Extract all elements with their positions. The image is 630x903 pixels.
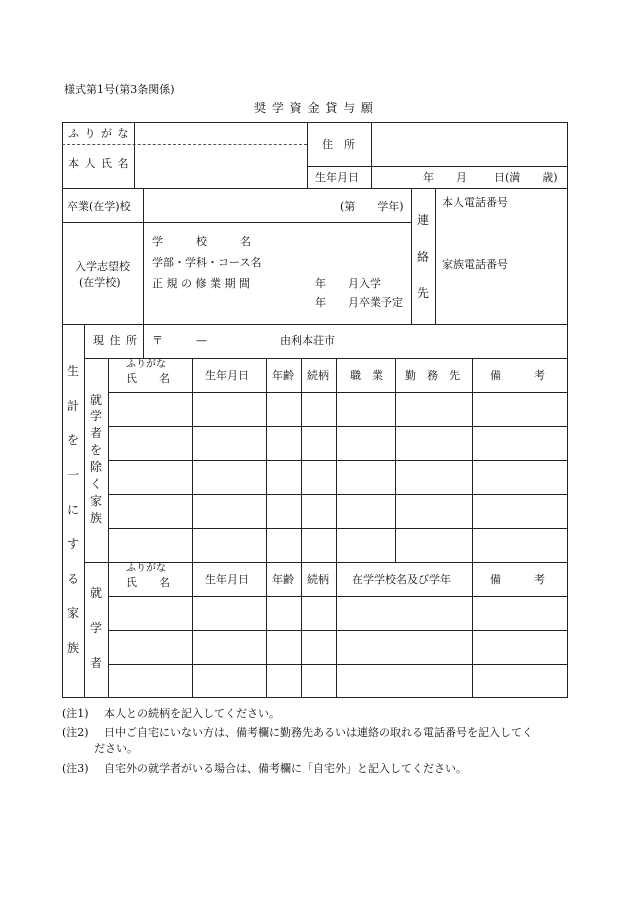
desired-school-label: 入学志望校 <box>75 260 130 273</box>
col-furigana: ふりがな <box>126 359 166 370</box>
current-address-label: 現 住 所 <box>93 334 138 347</box>
student-col-name: 氏 名 <box>126 576 170 589</box>
study-period-label: 正 規 の 修 業 期 間 <box>152 277 250 290</box>
col-birthdate: 生年月日 <box>205 369 249 382</box>
household-side-char-1: 生 <box>66 364 79 378</box>
col-age: 年齢 <box>272 369 294 382</box>
non-student-char-4: を <box>89 443 102 457</box>
non-student-char-8: 族 <box>89 511 102 525</box>
note-3-label: (注3) <box>62 762 89 775</box>
postal-dash: — <box>196 334 207 347</box>
student-char-1: 就 <box>89 586 102 600</box>
non-student-char-3: 者 <box>89 426 102 440</box>
col-occupation: 職 業 <box>350 369 383 382</box>
household-side-char-6: す <box>66 537 79 551</box>
graduated-school-label: 卒業(在学)校 <box>67 200 131 213</box>
applicant-name-label: 本 人 氏 名 <box>68 157 130 170</box>
household-side-char-9: 族 <box>66 641 79 655</box>
non-student-char-6: く <box>89 477 102 491</box>
non-student-char-1: 就 <box>89 393 102 407</box>
student-char-2: 学 <box>89 621 102 635</box>
form-number-label: 様式第1号(第3条関係) <box>64 83 175 96</box>
page-title: 奨 学 資 金 貸 与 願 <box>254 101 374 115</box>
city-label: 由利本荘市 <box>280 334 335 347</box>
contact-char-3: 先 <box>416 286 429 300</box>
note-2-text: 日中ご自宅にいない方は、備考欄に勤務先あるいは連絡の取れる電話番号を記入してく <box>104 726 533 739</box>
household-side-char-2: 計 <box>66 399 79 413</box>
birthdate-label: 生年月日 <box>315 171 359 184</box>
phone-self-label: 本人電話番号 <box>442 196 508 209</box>
student-char-3: 者 <box>89 656 102 670</box>
current-school-label: (在学校) <box>79 276 121 289</box>
non-student-char-7: 家 <box>89 494 102 508</box>
note-2-label: (注2) <box>62 726 89 739</box>
furigana-label: ふ り が な <box>68 127 130 140</box>
address-label: 住 所 <box>322 138 355 151</box>
student-col-age: 年齢 <box>272 573 294 586</box>
faculty-label: 学部・学科・コース名 <box>152 256 262 269</box>
student-col-relation: 続柄 <box>307 573 329 586</box>
col-relation: 続柄 <box>307 369 329 382</box>
contact-char-2: 絡 <box>416 250 429 264</box>
enroll-year-unit: 年 <box>315 277 326 290</box>
note-2-text-cont: ださい。 <box>94 742 138 755</box>
col-workplace: 勤 務 先 <box>405 369 460 382</box>
student-col-remarks: 備 考 <box>490 573 545 586</box>
grade-label: (第 学年) <box>340 200 404 213</box>
household-side-char-4: 一 <box>66 468 79 482</box>
birth-month-unit: 月 <box>456 171 467 184</box>
household-side-char-8: 家 <box>66 606 79 620</box>
postal-mark: 〒 <box>152 334 163 347</box>
col-name: 氏 名 <box>126 372 170 385</box>
col-remarks: 備 考 <box>490 369 545 382</box>
student-col-birthdate: 生年月日 <box>205 573 249 586</box>
student-col-furigana: ふりがな <box>126 563 166 574</box>
note-3-text: 自宅外の就学者がいる場合は、備考欄に「自宅外」と記入してください。 <box>104 762 467 775</box>
household-side-char-5: に <box>66 503 79 517</box>
birth-year-unit: 年 <box>423 171 434 184</box>
grad-label: 月卒業予定 <box>348 296 403 309</box>
contact-char-1: 連 <box>416 213 429 227</box>
household-side-char-3: を <box>66 433 79 447</box>
phone-family-label: 家族電話番号 <box>442 258 508 271</box>
grad-year-unit: 年 <box>315 296 326 309</box>
non-student-char-5: 除 <box>89 460 102 474</box>
non-student-char-2: 学 <box>89 409 102 423</box>
birth-day-age-unit: 日(満 歳) <box>494 171 558 184</box>
household-side-char-7: る <box>66 572 79 586</box>
school-name-label: 学 校 名 <box>152 235 251 248</box>
note-1-label: (注1) <box>62 707 89 720</box>
note-1-text: 本人との続柄を記入してください。 <box>104 707 280 720</box>
enroll-label: 月入学 <box>348 277 381 290</box>
student-col-school-grade: 在学学校名及び学年 <box>352 573 451 586</box>
